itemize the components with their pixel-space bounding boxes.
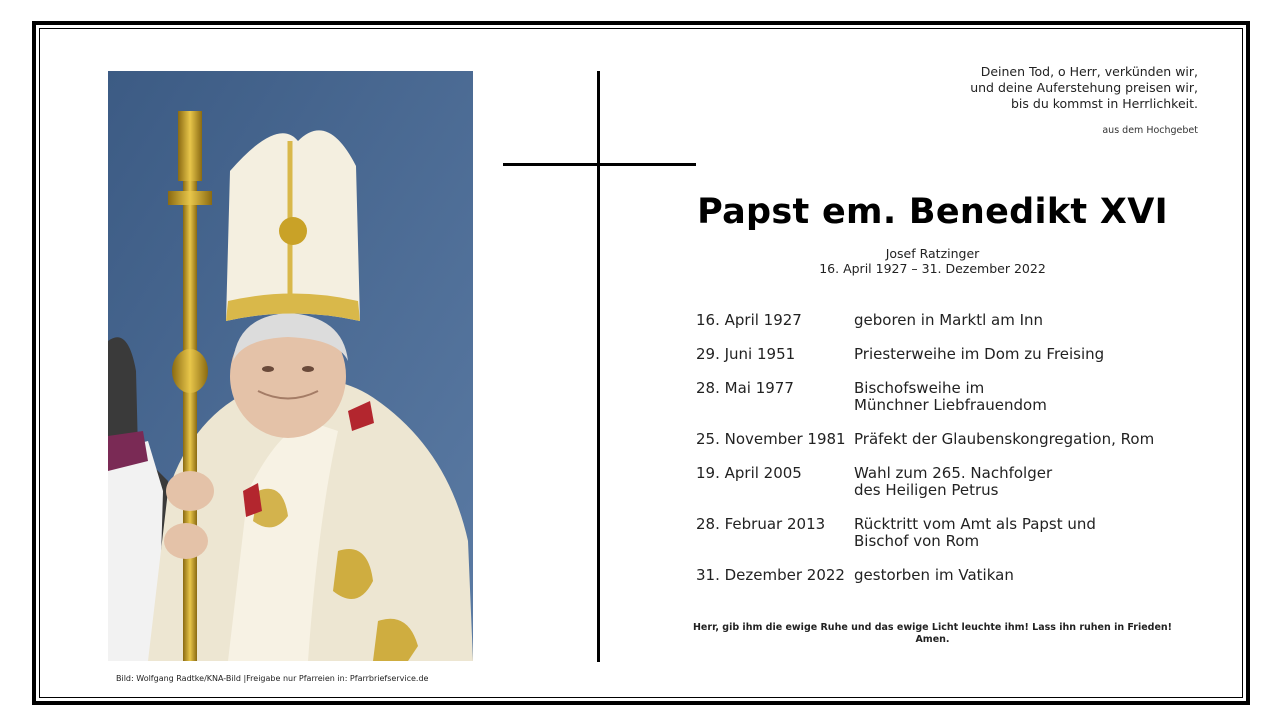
timeline-event: [854, 516, 1196, 550]
birth-name: Josef Ratzinger: [885, 246, 980, 261]
timeline-event-line: Bischofsweihe im: [854, 379, 985, 397]
cross-horizontal-bar: [503, 163, 696, 166]
photo-credit: Bild: Wolfgang Radtke/KNA-Bild |Freigabe nur Pfarreien in: Pfarrbriefservice.de: [116, 674, 429, 683]
timeline-date: 31. Dezember 2022: [696, 566, 845, 584]
timeline-event: [854, 312, 1196, 329]
timeline-row: [696, 431, 1196, 448]
timeline-event-line: Priesterweihe im Dom zu Freising: [854, 345, 1105, 363]
quote-line: bis du kommst in Herrlichkeit.: [1011, 96, 1198, 111]
portrait-photo: [108, 71, 473, 661]
timeline-date: 29. Juni 1951: [696, 345, 796, 363]
quote-block: [838, 64, 1198, 112]
page-title: Papst em. Benedikt XVI: [697, 192, 1168, 232]
name-and-dates: [640, 246, 1225, 276]
timeline-date: 28. Februar 2013: [696, 515, 826, 533]
timeline-event: [854, 380, 1196, 414]
timeline-event-line: geboren in Marktl am Inn: [854, 311, 1044, 329]
timeline-event-line: Präfekt der Glaubenskongregation, Rom: [854, 430, 1155, 448]
cross-vertical-bar: [597, 71, 600, 662]
timeline-row: [696, 380, 1196, 414]
timeline-row: [696, 346, 1196, 363]
prayer-amen: Amen.: [915, 634, 950, 645]
quote-source: aus dem Hochgebet: [1102, 125, 1198, 136]
timeline-event-line: gestorben im Vatikan: [854, 566, 1014, 584]
closing-prayer: [640, 622, 1225, 646]
timeline-date: 19. April 2005: [696, 464, 802, 482]
timeline-event: [854, 465, 1196, 499]
biography-timeline: [696, 312, 1196, 584]
timeline-date: 28. Mai 1977: [696, 379, 794, 397]
timeline-row: [696, 567, 1196, 584]
timeline-event: [854, 431, 1196, 448]
quote-line: Deinen Tod, o Herr, verkünden wir,: [980, 64, 1198, 79]
timeline-event-line: Wahl zum 265. Nachfolger: [854, 464, 1053, 482]
timeline-date: 16. April 1927: [696, 311, 802, 329]
timeline-row: [696, 312, 1196, 329]
quote-line: und deine Auferstehung preisen wir,: [970, 80, 1198, 95]
timeline-event: [854, 567, 1196, 584]
timeline-row: [696, 465, 1196, 499]
timeline-event-line: des Heiligen Petrus: [854, 481, 999, 499]
life-dates: 16. April 1927 – 31. Dezember 2022: [819, 261, 1046, 276]
prayer-line: Herr, gib ihm die ewige Ruhe und das ewige Licht leuchte ihm! Lass ihn ruhen in Frieden!: [692, 622, 1173, 633]
timeline-row: [696, 516, 1196, 550]
timeline-event-line: Münchner Liebfrauendom: [854, 396, 1047, 414]
timeline-event: [854, 346, 1196, 363]
timeline-event-line: Bischof von Rom: [854, 532, 980, 550]
timeline-date: 25. November 1981: [696, 430, 846, 448]
timeline-event-line: Rücktritt vom Amt als Papst und: [854, 515, 1096, 533]
